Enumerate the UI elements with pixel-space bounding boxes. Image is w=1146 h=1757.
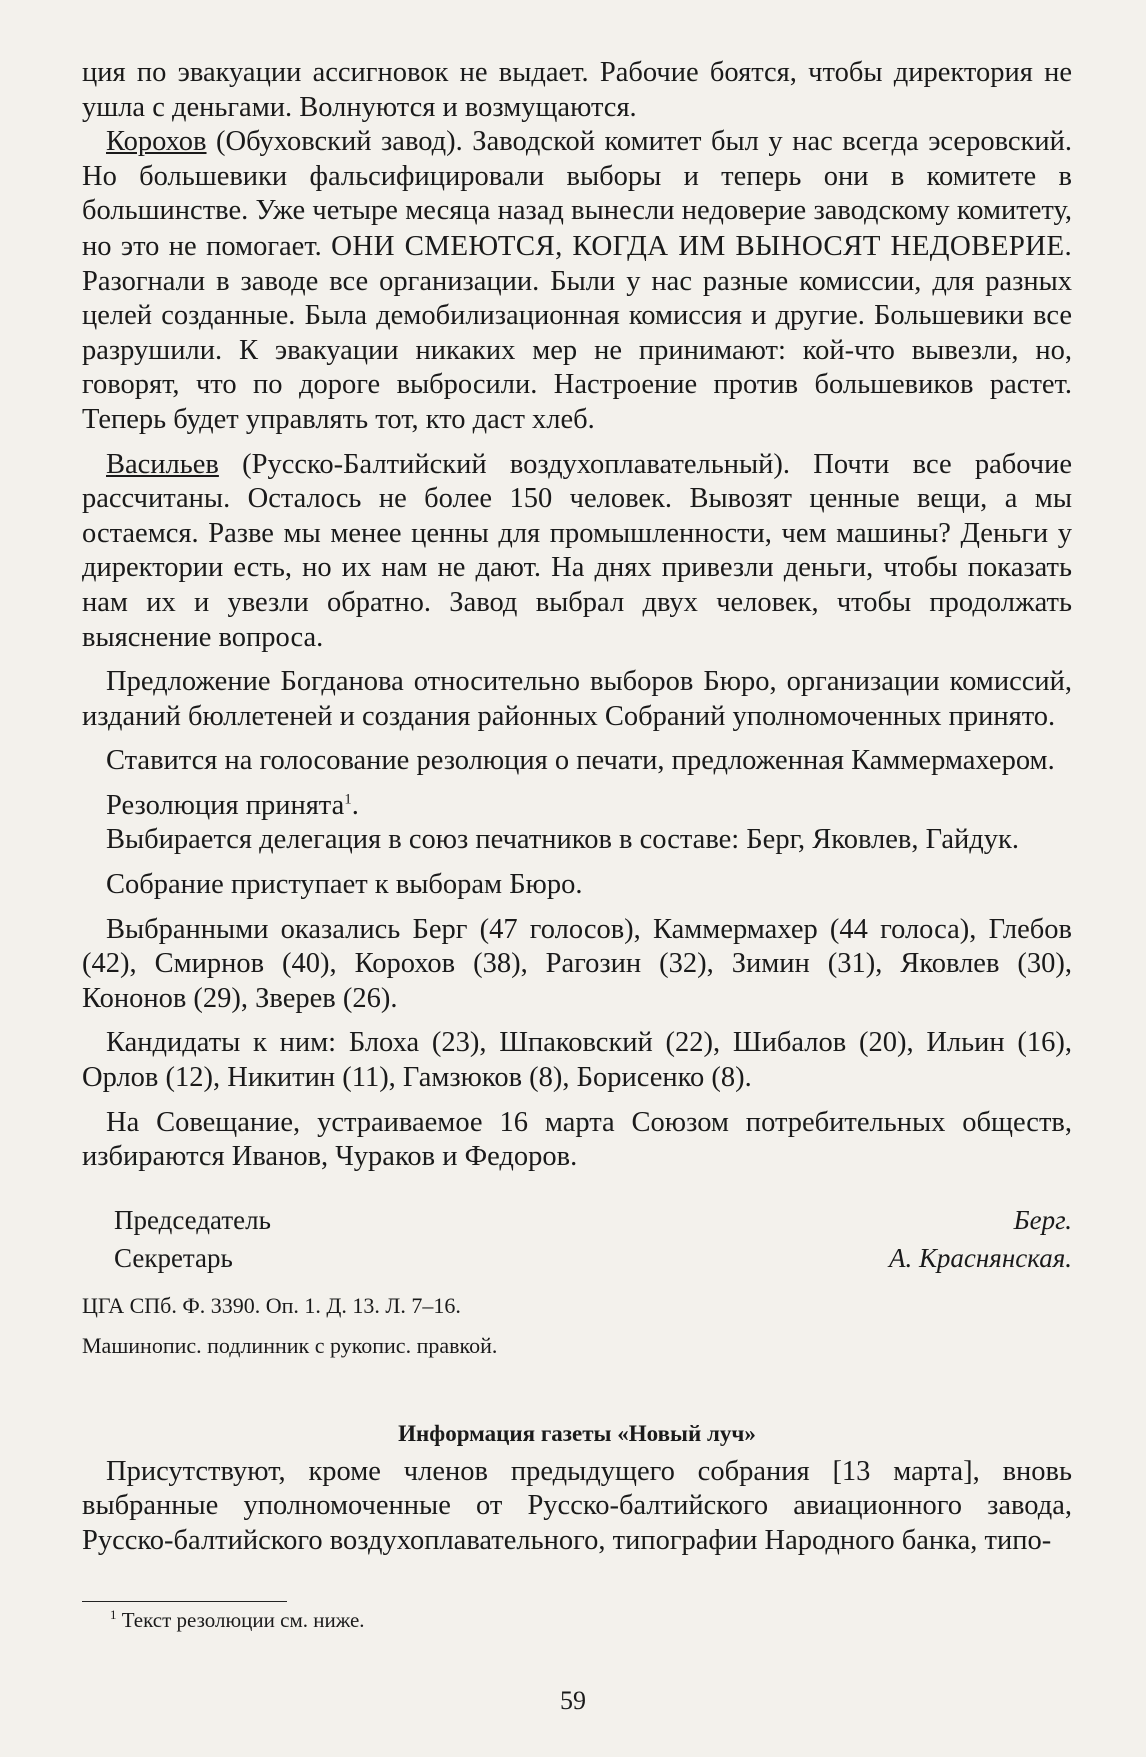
secretary-name: А. Краснянская. xyxy=(889,1242,1072,1273)
paragraph-vasiliev xyxy=(82,448,1072,656)
archive-reference: ЦГА СПб. Ф. 3390. Оп. 1. Д. 13. Л. 7–16. xyxy=(82,1292,461,1318)
section-heading: Информация газеты «Новый луч» xyxy=(398,1420,756,1446)
paragraph-elections: Собрание приступает к выборам Бюро. xyxy=(106,869,583,901)
paragraph-evacuation: ция по эвакуации ассигновок не выдает. Рабочие боятся, чтобы директория не ушла с деньгами. Волнуются и возмущаются. xyxy=(82,57,1072,123)
signatures xyxy=(82,1201,1072,1277)
chair-label: Председатель xyxy=(114,1204,271,1235)
paragraph-korokhov xyxy=(82,125,1072,437)
speaker-korokhov: Корохов xyxy=(106,126,207,158)
korokhov-text-b: Разогнали в заводе все организации. Были у нас разные комиссии, для разных целей созданные. Была демобилизационная комиссия и другие. Большевики все разрушили. К эвакуации никаких мер не принимают: кой-что вывезли, но, говорят, что по дороге выбросили. Настроение против большевиков растет. Теперь будет управлять тот, кто даст хлеб. xyxy=(82,265,1072,435)
signature-secretary xyxy=(82,1239,1072,1277)
footnote-text: Текст резолюции см. ниже. xyxy=(116,1608,365,1632)
paragraph-meeting: На Совещание, устраиваемое 16 марта Союзом потребительных обществ, избираются Иванов, Чураков и Федоров. xyxy=(82,1106,1072,1173)
signature-chair xyxy=(82,1201,1072,1239)
footnote xyxy=(110,1606,365,1634)
korokhov-caps: ОНИ СМЕЮТСЯ, КОГДА ИМ ВЫНОСЯТ НЕДОВЕРИЕ. xyxy=(331,229,1072,262)
page-number: 59 xyxy=(560,1686,586,1715)
paragraph-resolution xyxy=(82,789,1072,824)
footnote-marker: 1 xyxy=(110,1607,117,1622)
korokhov-text-a: (Обуховский завод). Заводской комитет был у нас всегда эсеровский. Но большевики фальсифицировали выборы и теперь они в комитете в большинстве. Уже четыре месяца назад вынесли недоверие заводскому комитету, но это не помогает. xyxy=(82,126,1072,262)
footnote-ref: 1 xyxy=(344,791,352,808)
paragraph-elected: Выбранными оказались Берг (47 голосов), Каммермахер (44 голоса), Глебов (42), Смирнов (40), Корохов (38), Рагозин (32), Зимин (31), Яковлев (30), Кононов (29), Зверев (26). xyxy=(82,913,1072,1014)
resolution-text: Резолюция принята xyxy=(106,789,345,821)
vasiliev-text: (Русско-Балтийский воздухоплавательный). Почти все рабочие рассчитаны. Осталось не более 150 человек. Вывозят ценные вещи, а мы остаемся. Разве мы менее ценны для промышленности, чем машины? Деньги у директории есть, но их нам не дают. На днях привезли деньги, чтобы показать нам их и увезли обратно. Завод выбрал двух человек, чтобы продолжать выяснение вопроса. xyxy=(82,448,1072,653)
paragraph-candidates: Кандидаты к ним: Блоха (23), Шпаковский (22), Шибалов (20), Ильин (16), Орлов (12), Никитин (11), Гамзюков (8), Борисенко (8). xyxy=(82,1027,1072,1094)
paragraph-bogdanov: Предложение Богданова относительно выборов Бюро, организации комиссий, изданий бюллетеней и создания районных Собраний уполномоченных принято. xyxy=(82,666,1072,732)
speaker-vasiliev: Васильев xyxy=(106,448,219,480)
paragraph-vote: Ставится на голосование резолюция о печати, предложенная Каммермахером. xyxy=(106,745,1055,777)
footnote-divider xyxy=(82,1601,287,1602)
paragraph-delegation: Выбирается делегация в союз печатников в составе: Берг, Яковлев, Гайдук. xyxy=(106,824,1020,856)
main-text xyxy=(82,56,1072,1559)
resolution-end: . xyxy=(351,789,359,821)
archive-note: Машинопис. подлинник с рукопис. правкой. xyxy=(82,1332,498,1358)
secretary-label: Секретарь xyxy=(114,1242,233,1273)
section-body: Присутствуют, кроме членов предыдущего собрания [13 марта], вновь выбранные уполномоченные от Русско-балтийского авиационного завода, Русско-балтийского воздухоплавательного, типографии Народного банка, типо- xyxy=(82,1455,1072,1556)
chair-name: Берг. xyxy=(1013,1204,1072,1235)
